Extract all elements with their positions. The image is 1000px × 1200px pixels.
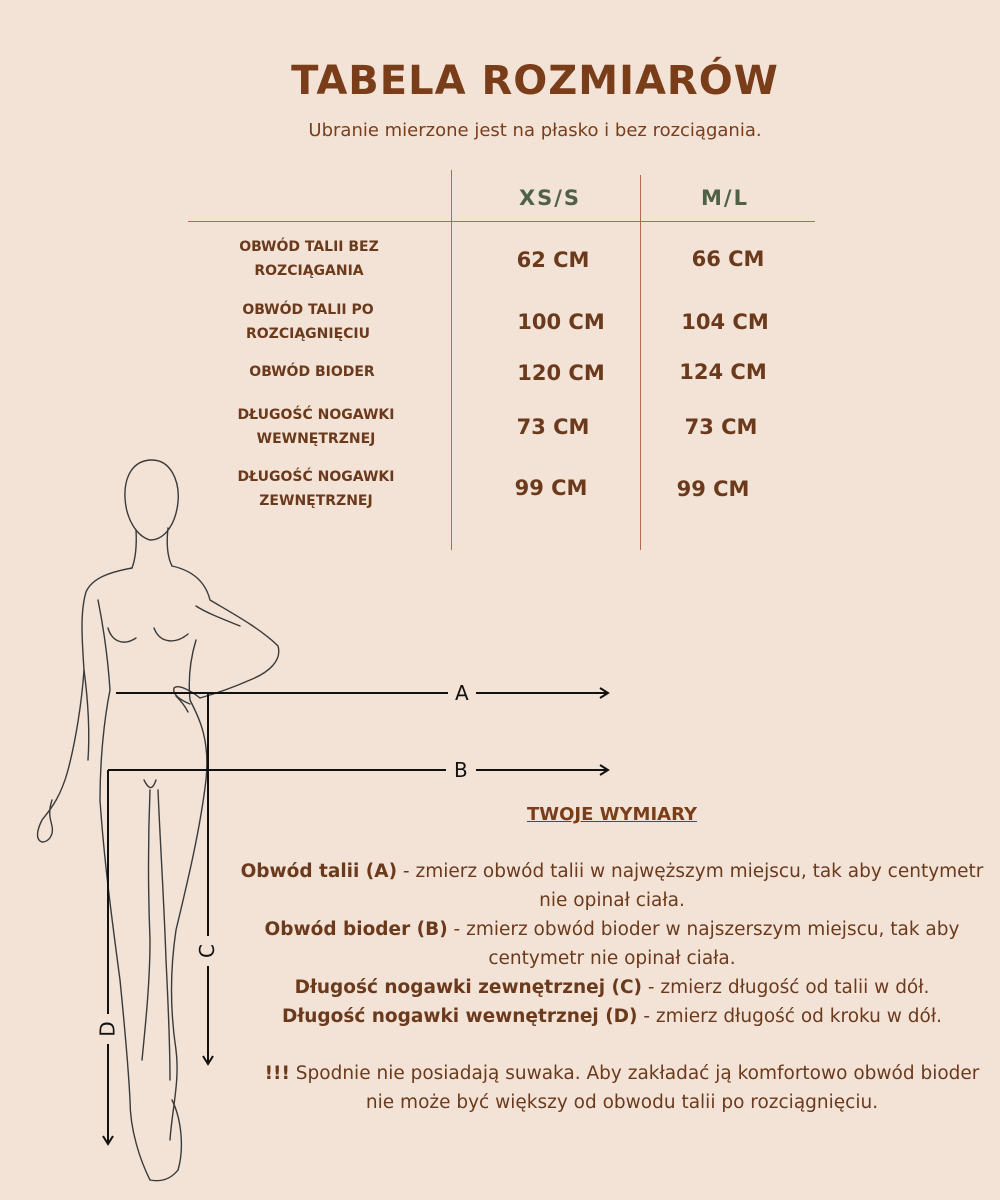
section-title-your-measurements: TWOJE WYMIARY bbox=[526, 804, 698, 825]
instruction-text: - zmierz obwód bioder w najszerszym miejscu, tak aby centymetr nie opinał ciała. bbox=[447, 919, 960, 969]
measurement-label-a: A bbox=[451, 681, 473, 705]
row-label-line: OBWÓD TALII PO bbox=[242, 302, 374, 318]
value-xs-s: 100 CM bbox=[517, 310, 605, 334]
value-xs-s: 62 CM bbox=[516, 248, 590, 272]
instruction-term: Długość nogawki wewnętrznej (D) bbox=[281, 1006, 638, 1027]
measurement-label-d: D bbox=[96, 1017, 120, 1040]
instruction-text: - zmierz długość od talii w dół. bbox=[641, 977, 930, 998]
row-label-line: DŁUGOŚĆ NOGAWKI bbox=[237, 407, 395, 423]
instruction-item bbox=[240, 973, 984, 1002]
instruction-term: Obwód bioder (B) bbox=[264, 919, 448, 940]
value-xs-s: 99 CM bbox=[514, 476, 588, 500]
page-title: TABELA ROZMIARÓW bbox=[291, 58, 779, 104]
value-m-l: 124 CM bbox=[679, 360, 767, 384]
instruction-term: Obwód talii (A) bbox=[240, 861, 398, 882]
measurement-instructions bbox=[240, 857, 984, 1031]
row-label-line: ZEWNĘTRZNEJ bbox=[259, 493, 373, 509]
figure-outline bbox=[38, 460, 279, 1181]
instruction-item bbox=[240, 915, 984, 973]
value-xs-s: 73 CM bbox=[516, 415, 590, 439]
row-label-line: WEWNĘTRZNEJ bbox=[256, 431, 376, 447]
value-m-l: 104 CM bbox=[681, 310, 769, 334]
value-m-l: 66 CM bbox=[691, 247, 765, 271]
row-label-line: ROZCIĄGNIĘCIU bbox=[246, 326, 370, 342]
column-header-xs-s: XS/S bbox=[518, 186, 582, 210]
value-m-l: 73 CM bbox=[684, 415, 758, 439]
row-label-line: OBWÓD BIODER bbox=[249, 364, 375, 380]
column-header-m-l: M/L bbox=[701, 186, 749, 210]
instruction-text: - zmierz długość od kroku w dół. bbox=[637, 1006, 942, 1027]
instruction-text: - zmierz obwód talii w najwęższym miejscu, tak aby centymetr nie opinał ciała. bbox=[397, 861, 984, 911]
measurement-label-b: B bbox=[450, 758, 472, 782]
measurement-label-c: C bbox=[195, 940, 219, 962]
row-label-line: OBWÓD TALII BEZ bbox=[239, 239, 379, 255]
note-marker: !!! bbox=[264, 1063, 290, 1084]
page-subtitle: Ubranie mierzone jest na płasko i bez rozciągania. bbox=[308, 120, 762, 141]
instruction-item bbox=[240, 1002, 984, 1031]
zipper-note bbox=[250, 1059, 994, 1117]
instruction-item bbox=[240, 857, 984, 915]
row-label-line: ROZCIĄGANIA bbox=[254, 263, 364, 279]
value-m-l: 99 CM bbox=[676, 477, 750, 501]
value-xs-s: 120 CM bbox=[517, 361, 605, 385]
note-text: Spodnie nie posiadają suwaka. Aby zakładać ją komfortowo obwód bioder nie może być większy od obwodu talii po rozciągnięciu. bbox=[289, 1063, 980, 1113]
row-label-line: DŁUGOŚĆ NOGAWKI bbox=[237, 469, 395, 485]
instruction-term: Długość nogawki zewnętrznej (C) bbox=[294, 977, 642, 998]
